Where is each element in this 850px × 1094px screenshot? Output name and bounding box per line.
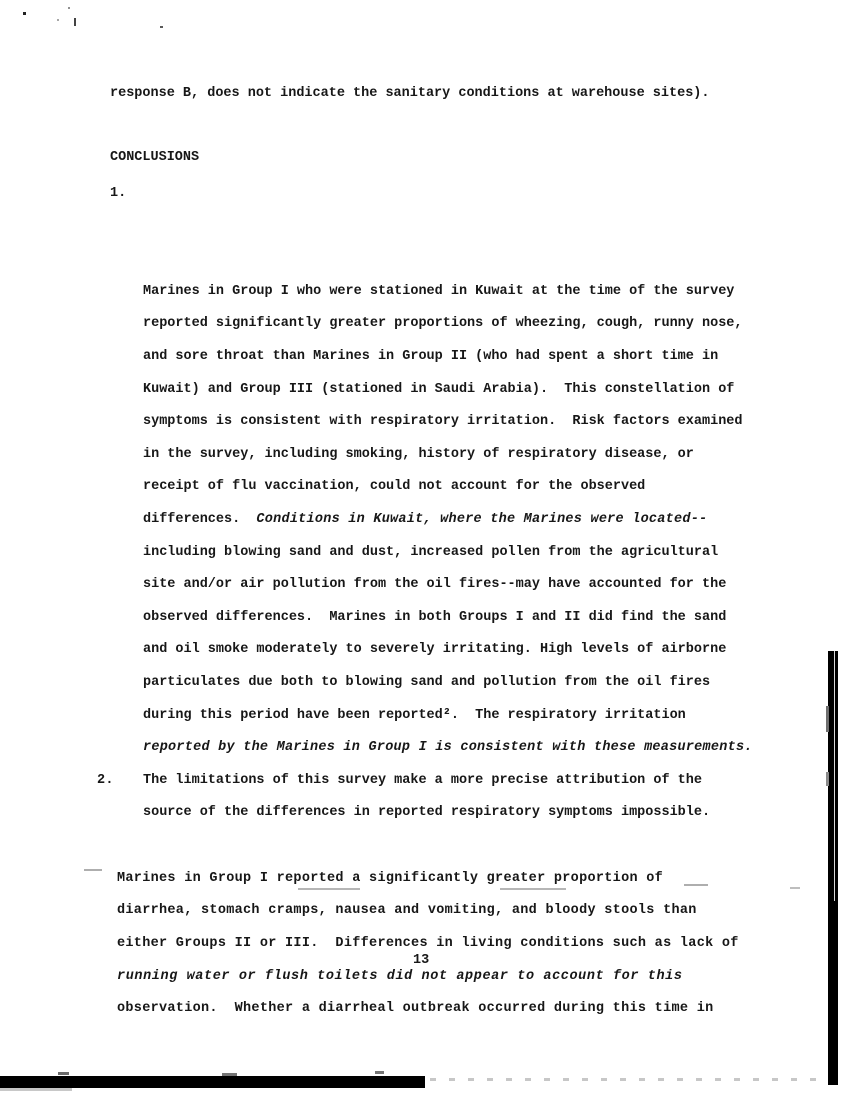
scan-speck [74,18,76,26]
text-line [117,895,739,928]
text-segment: and sore throat than Marines in Group II (who had spent a short time in [143,348,719,364]
scan-speck [160,26,163,28]
scan-smudge [684,884,708,886]
text-line [143,537,753,570]
text-line [143,667,753,700]
text-segment: in the survey, including smoking, history of respiratory disease, or [143,446,694,462]
list-item-number: 2. [97,773,114,788]
scan-speck [57,19,59,21]
text-line [117,993,739,1026]
text-segment: site and/or air pollution from the oil fires--may have accounted for the [143,577,727,593]
conclusion-item-2 [97,765,739,1026]
scan-bar-right [828,651,838,1085]
text-segment: Marines in Group I who were stationed in Kuwait at the time of the survey [143,283,735,299]
text-segment: symptoms is consistent with respiratory irritation. Risk factors examined [143,414,743,430]
text-line [143,504,753,537]
list-item-number: 1. [110,186,127,201]
scan-bar-bottom [0,1076,425,1088]
text-line [143,471,753,504]
italic-text-segment: Conditions in Kuwait, where the Marines were located-- [256,511,708,527]
text-line [143,732,753,765]
text-line [143,700,753,733]
scan-underline-mark [298,888,360,890]
text-segment: reported significantly greater proportions of wheezing, cough, runny nose, [143,316,743,332]
text-line [117,863,739,896]
text-segment: and oil smoke moderately to severely irritating. High levels of airborne [143,642,727,658]
scan-smudge [790,887,800,889]
scan-bar-notch [826,772,829,786]
text-segment: source of the differences in reported respiratory symptoms impossible. [143,805,711,821]
page-number: 13 [413,953,430,968]
text-line [143,569,753,602]
conclusion-item-1 [110,178,753,830]
text-line [143,634,753,667]
text-line [143,276,753,309]
italic-text-segment: running water or flush toilets did not appear to account for this [117,968,683,984]
text-line [143,602,753,635]
text-segment: Marines in Group I reported a significantly greater proportion of [117,870,664,886]
text-segment: diarrhea, stomach cramps, nausea and vomiting, and bloody stools than [117,903,697,919]
scan-speck [23,12,26,15]
text-segment: The limitations of this survey make a more precise attribution of the [143,772,702,788]
text-line [143,406,753,439]
scan-speck [375,1071,384,1074]
intro-line: response B, does not indicate the sanitary conditions at warehouse sites). [110,86,710,101]
text-line [143,374,753,407]
scan-bar-notch [826,706,829,732]
scan-underline-mark [500,888,566,890]
scan-speck [58,1072,69,1075]
scan-smudge [84,869,102,871]
text-segment: during this period have been reported². The respiratory irritation [143,707,686,723]
scan-bar-right-gap [834,651,835,901]
scan-bar-bottom-fringe [430,1078,822,1081]
text-line [143,439,753,472]
text-segment: particulates due both to blowing sand and pollution from the oil fires [143,674,711,690]
text-segment: either Groups II or III. Differences in living conditions such as lack of [117,935,739,951]
text-segment: observation. Whether a diarrheal outbreak occurred during this time in [117,1001,714,1017]
text-line [143,308,753,341]
text-segment: including blowing sand and dust, increased pollen from the agricultural [143,544,719,560]
scan-speck [68,7,70,9]
italic-text-segment: reported by the Marines in Group I is consistent with these measurements. [143,740,753,756]
conclusions-heading: CONCLUSIONS [110,150,200,165]
text-segment: Kuwait) and Group III (stationed in Saudi Arabia). This constellation of [143,381,735,397]
text-segment: receipt of flu vaccination, could not account for the observed [143,479,646,495]
text-segment: differences. [143,511,257,527]
text-line [143,341,753,374]
scan-bar-bottom-fringe [0,1088,72,1091]
scan-speck [222,1073,237,1076]
text-segment: observed differences. Marines in both Groups I and II did find the sand [143,609,727,625]
